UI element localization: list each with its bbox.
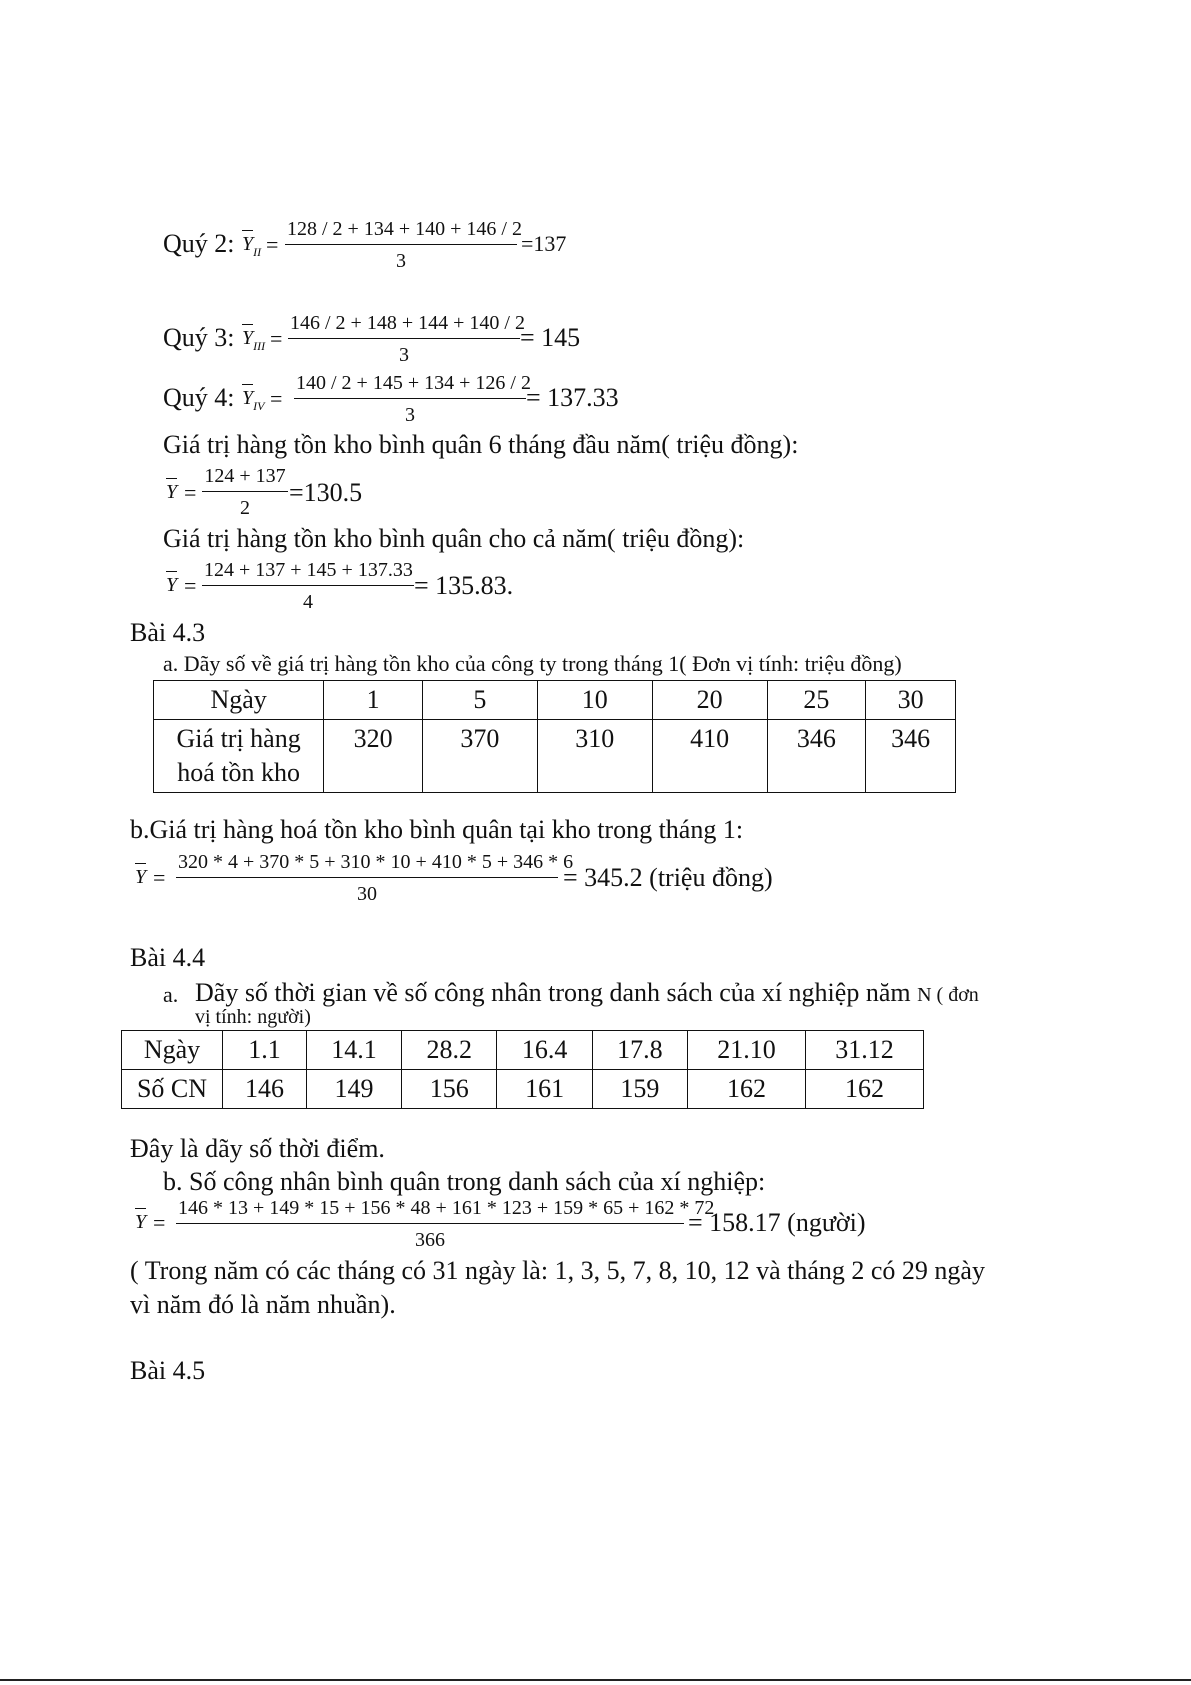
table-cell: 346 — [866, 720, 956, 793]
bai44-result: = 158.17 (người) — [688, 1208, 866, 1237]
half-year-denominator: 2 — [240, 497, 250, 519]
bai43-title: Bài 4.3 — [130, 618, 206, 647]
table-cell: 30 — [866, 681, 956, 720]
q2-mean-symbol: $Y_{II}$ — [242, 233, 262, 259]
table-header-ngay: Ngày — [154, 681, 324, 720]
table-cell: 28.2 — [402, 1031, 497, 1070]
bai44-equals: = — [153, 1210, 166, 1235]
half-year-numerator: 124 + 137 — [202, 465, 288, 492]
bai45-title: Bài 4.5 — [130, 1356, 206, 1385]
q2-denominator: 3 — [396, 250, 406, 272]
table-cell: 10 — [537, 681, 652, 720]
half-year-fraction — [202, 465, 288, 520]
q4-fraction — [294, 372, 531, 427]
bai43-fraction — [176, 851, 574, 906]
table-cell: 320 — [324, 720, 423, 793]
q3-fraction — [288, 312, 525, 367]
full-year-equals: = — [184, 573, 197, 598]
q3-result: = 145 — [520, 323, 581, 352]
q3-denominator: 3 — [399, 344, 409, 366]
table-cell: 1.1 — [223, 1031, 307, 1070]
q3-numerator: 146 / 2 + 148 + 144 + 140 / 2 — [288, 312, 520, 339]
page-bottom-rule — [0, 1679, 1191, 1681]
q3-mean-symbol: $Y_{III}$ — [242, 327, 266, 353]
q4-denominator: 3 — [405, 404, 415, 426]
table-cell: 21.10 — [687, 1031, 805, 1070]
table-cell: 162 — [805, 1070, 923, 1109]
bai44-denominator: 366 — [415, 1229, 445, 1251]
workers-table — [121, 1030, 924, 1109]
table-cell: 370 — [423, 720, 538, 793]
bai44-mean-symbol: Y — [135, 1211, 147, 1233]
q4-mean-symbol: $Y_{IV}$ — [242, 387, 265, 413]
table-cell: 31.12 — [805, 1031, 923, 1070]
bai44-explain-line2: vì năm đó là năm nhuần). — [130, 1290, 396, 1319]
table-cell: 156 — [402, 1070, 497, 1109]
q2-result: =137 — [521, 231, 567, 256]
table-cell: 1 — [324, 681, 423, 720]
full-year-result: = 135.83. — [414, 571, 514, 600]
half-year-text: Giá trị hàng tồn kho bình quân 6 tháng đầu năm( triệu đồng): — [163, 430, 799, 459]
full-year-numerator: 124 + 137 + 145 + 137.33 — [202, 559, 414, 586]
q2-fraction — [285, 218, 522, 273]
table-header-value — [154, 720, 324, 793]
table-cell: 162 — [687, 1070, 805, 1109]
q4-result: = 137.33 — [526, 383, 619, 412]
table-row — [122, 1070, 924, 1109]
table-cell: 161 — [497, 1070, 592, 1109]
bai43-numerator: 320 * 4 + 370 * 5 + 310 * 10 + 410 * 5 + 346 * 6 — [176, 851, 558, 878]
q4-label: Quý 4: — [163, 383, 235, 412]
q2-equals: = — [266, 232, 279, 257]
bai44-a-marker: a. — [163, 982, 179, 1007]
full-year-mean-symbol: Y — [166, 574, 178, 596]
table-cell: 149 — [306, 1070, 401, 1109]
half-year-result: =130.5 — [289, 478, 363, 507]
table-cell: 25 — [767, 681, 866, 720]
bai43-result: = 345.2 (triệu đồng) — [563, 863, 773, 892]
table-cell: 14.1 — [306, 1031, 401, 1070]
bai44-a-text-line2: vị tính: người) — [195, 1006, 311, 1028]
q3-equals: = — [270, 326, 283, 351]
bai43-caption: a. Dãy số về giá trị hàng tồn kho của công ty trong tháng 1( Đơn vị tính: triệu đồng) — [163, 651, 902, 676]
bai43-denominator: 30 — [357, 883, 377, 905]
table-cell: 410 — [652, 720, 767, 793]
full-year-text: Giá trị hàng tồn kho bình quân cho cả năm( triệu đồng): — [163, 524, 745, 553]
bai44-note: Đây là dãy số thời điểm. — [130, 1134, 385, 1163]
bai44-title: Bài 4.4 — [130, 943, 206, 972]
bai43-mean-symbol: Y — [135, 866, 147, 888]
bai43-equals: = — [153, 865, 166, 890]
half-year-equals: = — [184, 480, 197, 505]
table-cell: 310 — [537, 720, 652, 793]
table-cell: 20 — [652, 681, 767, 720]
q3-label: Quý 3: — [163, 323, 235, 352]
q4-numerator: 140 / 2 + 145 + 134 + 126 / 2 — [294, 372, 526, 399]
table-row — [154, 681, 956, 720]
table-header-so-cn: Số CN — [122, 1070, 223, 1109]
inventory-table — [153, 680, 956, 793]
table-header-value-line2: hoá tồn kho — [177, 758, 301, 787]
table-cell: 16.4 — [497, 1031, 592, 1070]
full-year-fraction — [202, 559, 414, 614]
table-cell: 146 — [223, 1070, 307, 1109]
table-cell: 5 — [423, 681, 538, 720]
bai44-explain-line1: ( Trong năm có các tháng có 31 ngày là: 1, 3, 5, 7, 8, 10, 12 và tháng 2 có 29 ngày — [130, 1256, 985, 1285]
table-row — [154, 720, 956, 793]
table-header-value-line1: Giá trị hàng — [176, 724, 301, 753]
half-year-mean-symbol: Y — [166, 481, 178, 503]
table-cell: 159 — [592, 1070, 687, 1109]
table-row — [122, 1031, 924, 1070]
table-cell: 346 — [767, 720, 866, 793]
q2-label: Quý 2: — [163, 229, 235, 258]
bai44-a-text: Dãy số thời gian về số công nhân trong danh sách của xí nghiệp năm N ( đơn — [195, 978, 979, 1007]
table-cell: 17.8 — [592, 1031, 687, 1070]
q4-equals: = — [270, 386, 283, 411]
bai43-b-text: b.Giá trị hàng hoá tồn kho bình quân tại kho trong tháng 1: — [130, 815, 744, 844]
bai44-numerator: 146 * 13 + 149 * 15 + 156 * 48 + 161 * 123 + 159 * 65 + 162 * 72 — [176, 1197, 684, 1224]
full-year-denominator: 4 — [303, 591, 313, 613]
bai44-fraction — [176, 1197, 715, 1252]
q2-numerator: 128 / 2 + 134 + 140 + 146 / 2 — [285, 218, 517, 245]
bai44-b-text: b. Số công nhân bình quân trong danh sách của xí nghiệp: — [163, 1167, 766, 1196]
table-header-ngay: Ngày — [122, 1031, 223, 1070]
